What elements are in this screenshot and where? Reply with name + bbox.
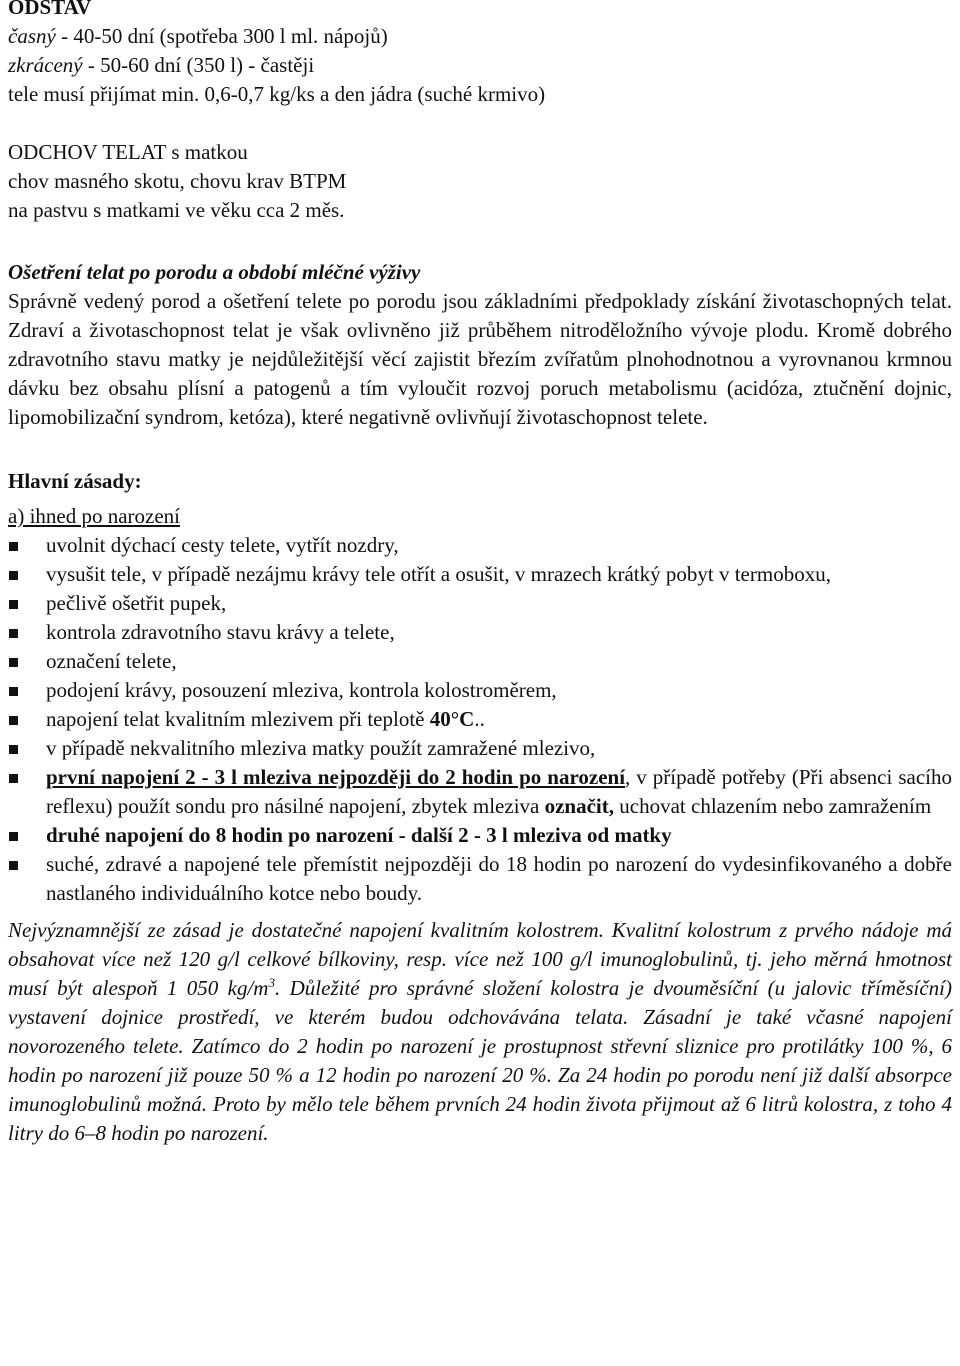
odstav-line-3: tele musí přijímat min. 0,6-0,7 kg/ks a den jádra (suché krmivo)	[8, 82, 546, 106]
superscript: 3	[268, 975, 275, 990]
odchov-title: ODCHOV TELAT s matkou	[8, 140, 248, 164]
list-item-text: napojení telat kvalitním mlezivem při teplotě	[46, 707, 430, 731]
osetreni-heading: Ošetření telat po porodu a období mléčné výživy	[8, 260, 421, 284]
list-item: podojení krávy, posouzení mleziva, kontrola kolostroměrem,	[8, 676, 952, 705]
spacer	[8, 432, 952, 467]
zasady-heading: Hlavní zásady:	[8, 469, 142, 493]
odstav-title: ODSTAV	[8, 0, 92, 19]
odstav-line-2-text: - 50-60 dní (350 l) - častěji	[82, 53, 315, 77]
list-item: vysušit tele, v případě nezájmu krávy tele otřít a osušit, v mrazech krátký pobyt v termoboxu,	[8, 560, 952, 589]
kolostrum-paragraph	[8, 916, 952, 1148]
spacer	[8, 109, 952, 138]
odchov-line-2: na pastvu s matkami ve věku cca 2 měs.	[8, 198, 345, 222]
odstav-line-1-term: časný	[8, 24, 56, 48]
mark-instruction: označit,	[544, 794, 615, 818]
zasady-list	[8, 531, 952, 908]
spacer	[8, 225, 952, 254]
list-item	[8, 763, 952, 821]
first-feeding-rule: první napojení 2 - 3 l mleziva nejpozději do 2 hodin po narození	[46, 765, 626, 789]
odstav-line-1-text: - 40-50 dní (spotřeba 300 l ml. nápojů)	[55, 24, 388, 48]
kolostrum-text-2: . Důležité pro správné složení kolostra je dvouměsíční (u jalovic tříměsíční) vystavení dojnice prostředí, ve kterém budou odchovávána telata. Zásadní je také včasné napojení novorozeného telete. Zatímco do 2 hodin po narození je prostupnost střevní sliznice pro protilátky 100 %, 6 hodin po narození již pouze 50 % a 12 hodin po narození 20 %. Za 24 hodin po porodu není již další absorpce imunoglobulinů možná. Proto by mělo tele během prvních 24 hodin života přijmout až 6 litrů kolostra, z toho 4 litry do 6–8 hodin po narození.	[8, 976, 953, 1145]
temperature-value: 40°C	[429, 707, 475, 731]
list-item-text: , v případě potřeby (Při absenci sacího reflexu) použít sondu pro násilné napojení, zbytek mleziva	[46, 765, 952, 818]
odstav-line-1	[8, 22, 952, 51]
odstav-line-2-term: zkrácený	[8, 53, 83, 77]
list-item: pečlivě ošetřit pupek,	[8, 589, 952, 618]
list-item: suché, zdravé a napojené tele přemístit nejpozději do 18 hodin po narození do vydesinfikovaného a dobře nastlaného individuálního kotce nebo boudy.	[8, 850, 952, 908]
list-item: označení telete,	[8, 647, 952, 676]
list-item: v případě nekvalitního mleziva matky použít zamražené mlezivo,	[8, 734, 952, 763]
list-item-end: ..	[474, 707, 485, 731]
list-item: kontrola zdravotního stavu krávy a telete,	[8, 618, 952, 647]
list-item	[8, 705, 952, 734]
osetreni-paragraph: Správně vedený porod a ošetření telete po porodu jsou základními předpoklady získání životaschopných telat. Zdraví a životaschopnost telat je však ovlivněno již průběhem nitroděložního vývoje plodu. Kromě dobrého zdravotního stavu matky je nejdůležitější věcí zajistit březím zvířatům plnohodnotnou a vyrovnanou krmnou dávku bez obsahu plísní a patogenů a tím vyloučit rozvoj poruch metabolismu (acidóza, ztučnění dojnic, lipomobilizační syndrom, ketóza), které negativně ovlivňují životaschopnost telete.	[8, 289, 952, 429]
document-page	[8, 0, 952, 1148]
second-feeding-rule: druhé napojení do 8 hodin po narození - další 2 - 3 l mleziva od matky	[46, 823, 672, 847]
zasady-subheading: a) ihned po narození	[8, 504, 181, 528]
list-item	[8, 821, 952, 850]
list-item: uvolnit dýchací cesty telete, vytřít nozdry,	[8, 531, 952, 560]
odstav-line-2	[8, 51, 952, 80]
list-item-end: uchovat chlazením nebo zamražením	[614, 794, 932, 818]
kolostrum-text-1: Nejvýznamnější ze zásad je dostatečné napojení kvalitním kolostrem. Kvalitní kolostrum z prvého nádoje má obsahovat více než 120 g/l celkové bílkoviny, resp. více než 100 g/l imunoglobulinů, tj. jeho měrná hmotnost musí být alespoň 1 050 kg/m	[8, 918, 952, 1000]
odchov-line-1: chov masného skotu, chovu krav BTPM	[8, 169, 347, 193]
